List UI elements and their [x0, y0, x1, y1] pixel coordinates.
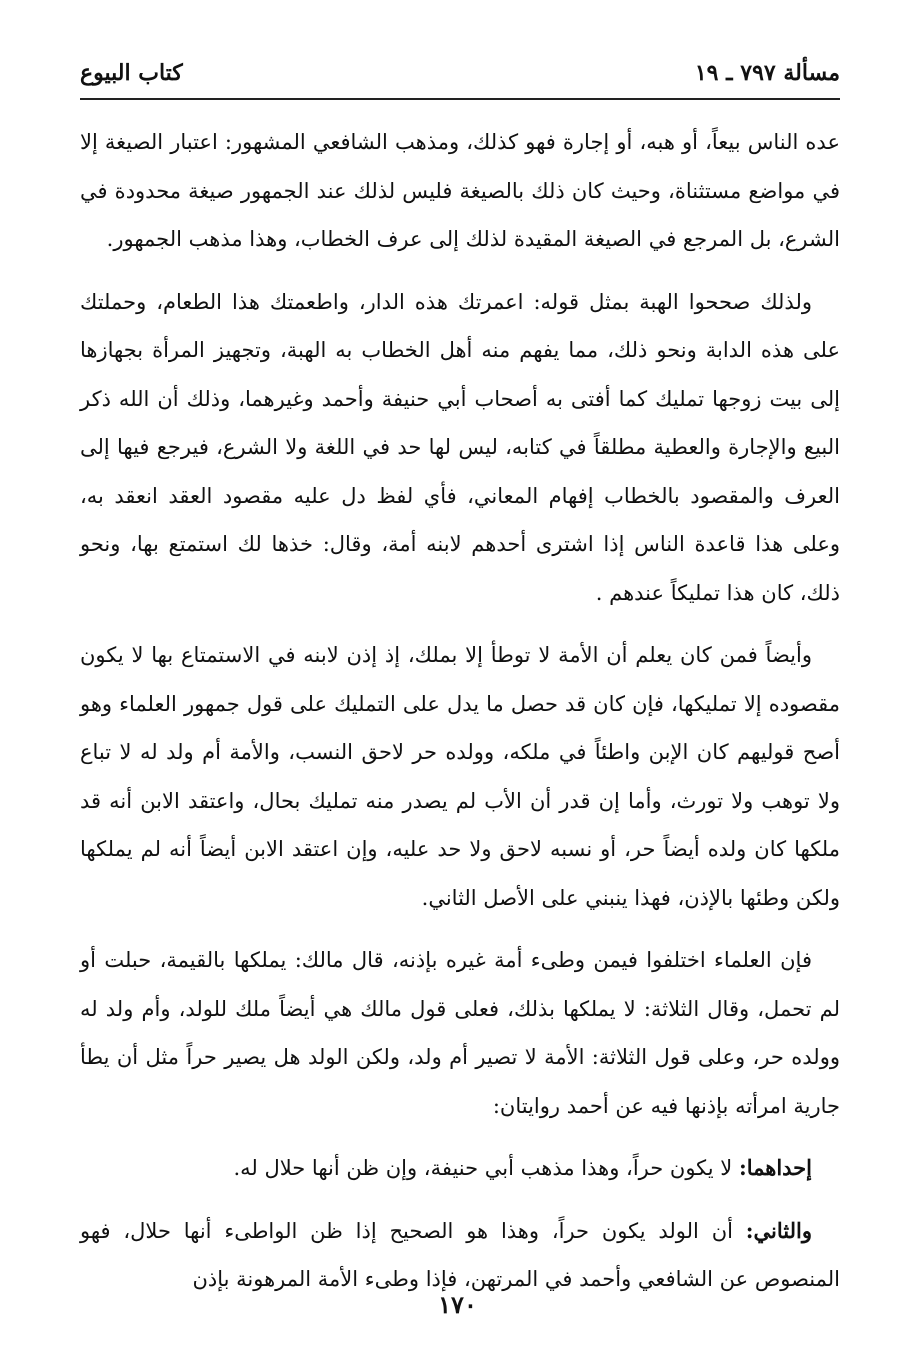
- paragraph-5-text: لا يكون حراً، وهذا مذهب أبي حنيفة، وإن ظن أنها حلال له.: [233, 1156, 733, 1180]
- running-header: [80, 60, 840, 94]
- paragraph-4-text: فإن العلماء اختلفوا فيمن وطىء أمة غيره بإذنه، قال مالك: يملكها بالقيمة، حبلت أو لم تحمل، وقال الثلاثة: لا يملكها بذلك، فعلى قول مالك هي أيضاً ملك للولد، وأم ولد له وولده حر، وعلى قول الثلاثة: الأمة لا تصير أم ولد، ولكن الولد هل يصير حراً مثل أن يطأ جارية امرأته بإذنها فيه عن أحمد روايتان:: [80, 948, 840, 1118]
- paragraph-5: [80, 1144, 840, 1193]
- paragraph-6: [80, 1207, 840, 1304]
- paragraph-1: [80, 118, 840, 264]
- paragraph-2: [80, 278, 840, 618]
- paragraph-3-text: وأيضاً فمن كان يعلم أن الأمة لا توطأ إلا بملك، إذ إذن لابنه في الاستمتاع بها لا يكون مقصوده إلا تمليكها، فإن كان قد حصل ما يدل على التمليك على قول جمهور العلماء وهو أصح قوليهم كان الإبن واطئاً في ملكه، وولده حر لاحق النسب، والأمة أم ولد له لا تباع ولا توهب ولا تورث، وأما إن قدر أن الأب لم يصدر منه تمليك بحال، واعتقد الابن أنه قد ملكها كان ولده أيضاً حر، أو نسبه لاحق ولا حد عليه، وإن اعتقد الابن أيضاً أنه لم يملكها ولكن وطئها بالإذن، فهذا ينبني على الأصل الثاني.: [80, 643, 840, 910]
- paragraph-4: [80, 936, 840, 1130]
- header-rule: [80, 98, 840, 100]
- paragraph-6-lead: والثاني:: [745, 1217, 812, 1243]
- paragraph-6-text: أن الولد يكون حراً، وهذا هو الصحيح إذا ظن الواطىء أنها حلال، فهو المنصوص عن الشافعي وأحمد في المرتهن، فإذا وطىء الأمة المرهونة بإذن: [80, 1218, 840, 1291]
- page-body: [80, 118, 840, 1304]
- page-number: ١٧٠: [438, 1290, 477, 1319]
- book-title: كتاب البيوع: [80, 60, 183, 86]
- paragraph-2-text: ولذلك صححوا الهبة بمثل قوله: اعمرتك هذه الدار، واطعمتك هذا الطعام، وحملتك على هذه الدابة ونحو ذلك، مما يفهم منه أهل الخطاب به الهبة، وتجهيز المرأة بجهازها إلى بيت زوجها تمليك كما أفتى به أصحاب أبي حنيفة وأحمد وغيرهما، وذلك أن الله ذكر البيع والإجارة والعطية مطلقاً في كتابه، ليس لها حد في اللغة ولا الشرع، فيرجع فيها إلى العرف والمقصود بالخطاب إفهام المعاني، فأي لفظ دل عليه مقصود العقد انعقد به، وعلى هذا قاعدة الناس إذا اشترى أحدهم لابنه أمة، وقال: خذها لك استمتع بها، ونحو ذلك، كان هذا تمليكاً عندهم .: [80, 289, 840, 605]
- paragraph-5-lead: إحداهما:: [738, 1155, 812, 1180]
- paragraph-1-text: عده الناس بيعاً، أو هبه، أو إجارة فهو كذلك، ومذهب الشافعي المشهور: اعتبار الصيغة إلا في مواضع مستثناة، وحيث كان ذلك بالصيغة فليس لذلك عند الجمهور صيغة محدودة في الشرع، بل المرجع في الصيغة المقيدة لذلك إلى عرف الخطاب، وهذا مذهب الجمهور.: [80, 130, 840, 251]
- issue-reference: مسألة ٧٩٧ ـ ١٩: [694, 60, 840, 86]
- paragraph-3: [80, 631, 840, 922]
